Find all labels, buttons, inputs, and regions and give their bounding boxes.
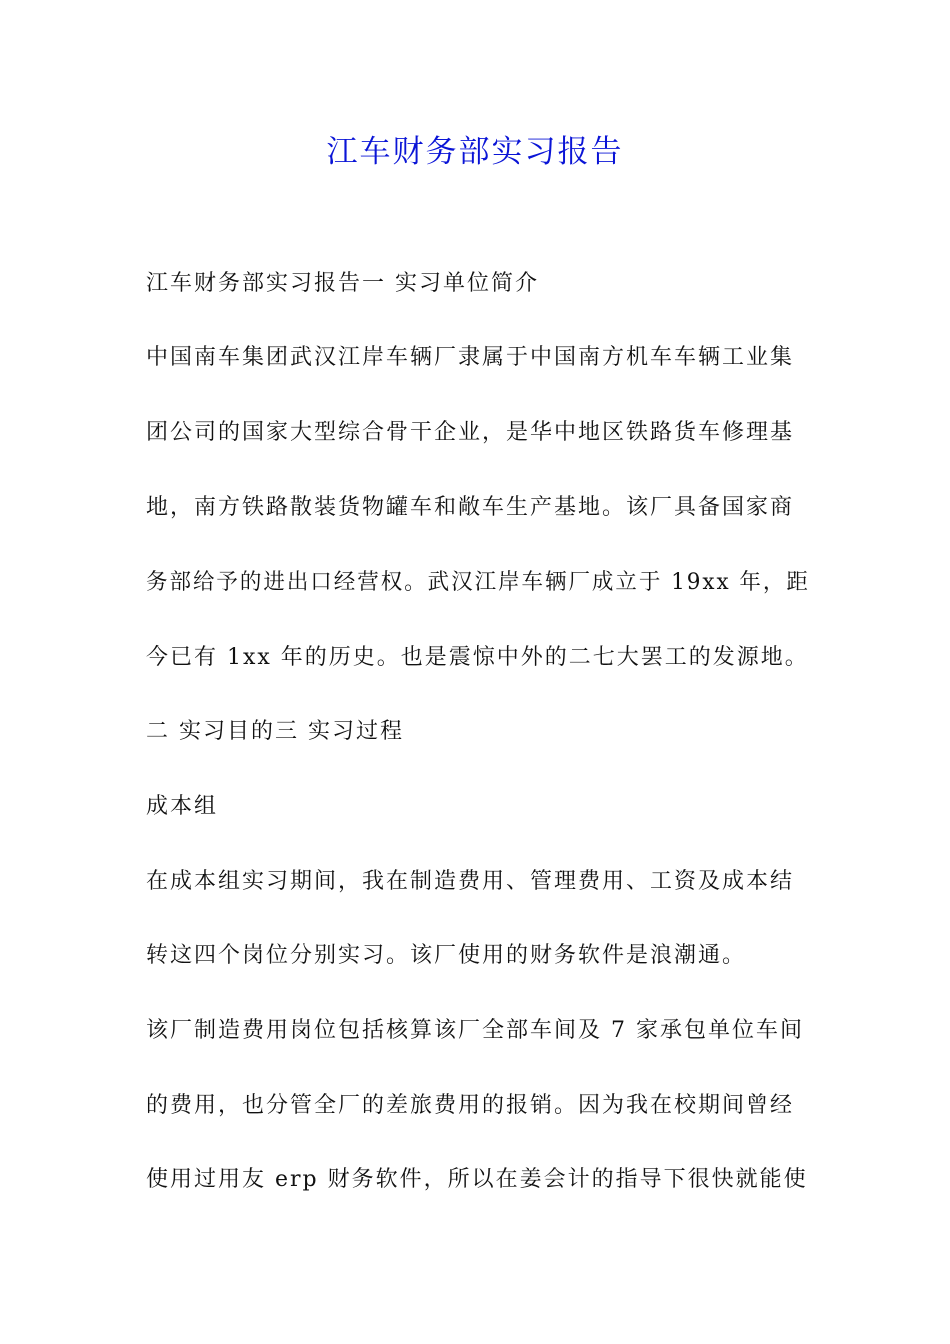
text-line: 该厂制造费用岗位包括核算该厂全部车间及 7 家承包单位车间 [146, 1018, 804, 1043]
text-line: 今已有 1xx 年的历史。也是震惊中外的二七大罢工的发源地。 [146, 645, 809, 670]
text-line: 地，南方铁路散装货物罐车和敞车生产基地。该厂具备国家商 [146, 495, 795, 520]
text-line: 二 实习目的三 实习过程 [146, 719, 404, 744]
text-line: 江车财务部实习报告一 实习单位简介 [146, 271, 539, 296]
document-title: 江车财务部实习报告 [326, 134, 624, 170]
text-line: 使用过用友 erp 财务软件，所以在姜会计的指导下很快就能使 [146, 1167, 808, 1192]
text-line: 中国南车集团武汉江岸车辆厂隶属于中国南方机车车辆工业集 [146, 345, 795, 370]
text-line: 团公司的国家大型综合骨干企业，是华中地区铁路货车修理基 [146, 420, 795, 445]
text-line: 转这四个岗位分别实习。该厂使用的财务软件是浪潮通。 [146, 943, 747, 968]
text-line: 务部给予的进出口经营权。武汉江岸车辆厂成立于 19xx 年，距 [146, 570, 810, 595]
text-line: 的费用，也分管全厂的差旅费用的报销。因为我在校期间曾经 [146, 1093, 795, 1118]
text-line: 成本组 [146, 794, 219, 819]
text-line: 在成本组实习期间，我在制造费用、管理费用、工资及成本结 [146, 869, 795, 894]
